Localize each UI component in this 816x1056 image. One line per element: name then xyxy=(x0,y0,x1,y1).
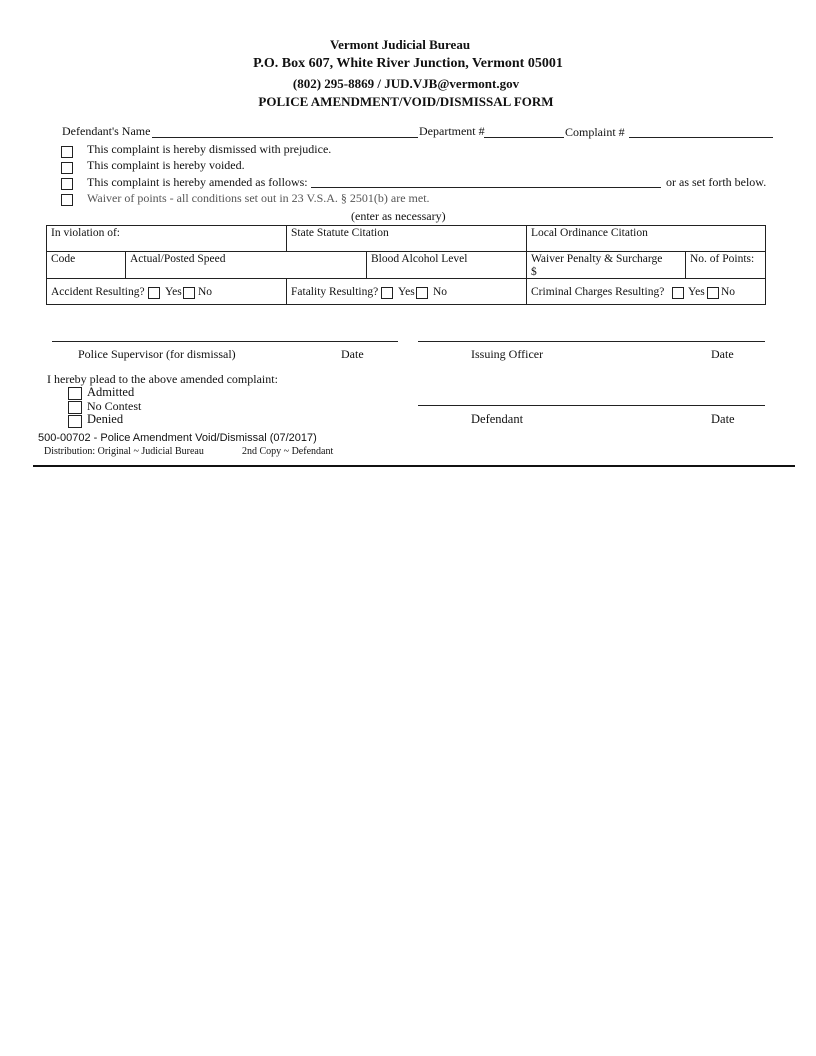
accident-label: Accident Resulting? xyxy=(51,286,145,298)
state-statute-cell[interactable] xyxy=(286,225,527,252)
plea-statement: I hereby plead to the above amended complaint: xyxy=(47,372,278,386)
voided-label: This complaint is hereby voided. xyxy=(87,158,245,172)
footer-rule xyxy=(33,465,795,467)
admitted-checkbox[interactable] xyxy=(68,387,82,400)
dismissed-checkbox[interactable] xyxy=(61,146,73,158)
waiver-points-checkbox[interactable] xyxy=(61,194,73,206)
code-cell[interactable] xyxy=(46,251,126,279)
fatality-cell xyxy=(286,278,527,305)
in-violation-label: In violation of: xyxy=(51,227,120,239)
supervisor-signature-line[interactable] xyxy=(52,341,398,342)
local-ordinance-cell[interactable] xyxy=(526,225,766,252)
blood-alcohol-cell[interactable] xyxy=(366,251,527,279)
amended-suffix: or as set forth below. xyxy=(666,175,767,189)
fatality-yes-label: Yes xyxy=(398,286,415,298)
complaint-field[interactable] xyxy=(629,137,773,138)
accident-yes-label: Yes xyxy=(165,286,182,298)
amended-label: This complaint is hereby amended as follows: xyxy=(87,175,308,189)
agency-contact: (802) 295-8869 / JUD.VJB@vermont.gov xyxy=(292,76,520,91)
form-title: POLICE AMENDMENT/VOID/DISMISSAL FORM xyxy=(258,94,554,109)
accident-cell xyxy=(46,278,287,305)
accident-no-label: No xyxy=(198,286,213,298)
form-number: 500-00702 - Police Amendment Void/Dismissal (07/2017) xyxy=(38,432,317,444)
defendant-label: Defendant xyxy=(471,412,524,426)
posted-speed-label: Actual/Posted Speed xyxy=(130,253,226,265)
denied-label: Denied xyxy=(87,412,124,426)
supervisor-label: Police Supervisor (for dismissal) xyxy=(78,347,236,361)
accident-yes-checkbox[interactable] xyxy=(148,287,160,299)
defendant-name-label: Defendant's Name xyxy=(62,124,151,138)
criminal-cell xyxy=(526,278,766,305)
officer-date-label: Date xyxy=(711,347,734,361)
waiver-points-label: Waiver of points - all conditions set out in 23 V.S.A. § 2501(b) are met. xyxy=(87,191,430,205)
criminal-yes-checkbox[interactable] xyxy=(672,287,684,299)
fatality-no-checkbox[interactable] xyxy=(416,287,428,299)
local-ordinance-label: Local Ordinance Citation xyxy=(531,227,648,239)
dollar-sign: $ xyxy=(531,266,537,278)
criminal-no-label: No xyxy=(721,286,736,298)
state-statute-label: State Statute Citation xyxy=(291,227,389,239)
admitted-label: Admitted xyxy=(87,385,135,399)
fatality-label: Fatality Resulting? xyxy=(291,286,379,298)
fatality-yes-checkbox[interactable] xyxy=(381,287,393,299)
agency-address: P.O. Box 607, White River Junction, Vermont 05001 xyxy=(253,56,563,71)
amended-field[interactable] xyxy=(311,187,661,188)
department-label: Department # xyxy=(419,124,485,138)
in-violation-cell[interactable] xyxy=(46,225,287,252)
issuing-officer-label: Issuing Officer xyxy=(471,347,544,361)
distribution-second-copy: 2nd Copy ~ Defendant xyxy=(242,446,334,457)
points-cell[interactable] xyxy=(685,251,766,279)
department-field[interactable] xyxy=(484,137,564,138)
posted-speed-cell[interactable] xyxy=(125,251,367,279)
accident-no-checkbox[interactable] xyxy=(183,287,195,299)
criminal-yes-label: Yes xyxy=(688,286,705,298)
complaint-label: Complaint # xyxy=(565,125,625,139)
waiver-penalty-label: Waiver Penalty & Surcharge xyxy=(531,253,663,265)
defendant-date-label: Date xyxy=(711,412,735,426)
agency-name: Vermont Judicial Bureau xyxy=(329,37,471,52)
dismissed-label: This complaint is hereby dismissed with prejudice. xyxy=(87,142,332,156)
criminal-label: Criminal Charges Resulting? xyxy=(531,286,665,298)
criminal-no-checkbox[interactable] xyxy=(707,287,719,299)
distribution-original: Distribution: Original ~ Judicial Bureau xyxy=(44,446,204,457)
fatality-no-label: No xyxy=(433,286,448,298)
supervisor-date-label: Date xyxy=(341,347,364,361)
denied-checkbox[interactable] xyxy=(68,415,82,428)
table-note: (enter as necessary) xyxy=(351,209,446,223)
no-contest-label: No Contest xyxy=(87,399,142,413)
no-contest-checkbox[interactable] xyxy=(68,401,82,414)
defendant-name-field[interactable] xyxy=(152,137,418,138)
points-label: No. of Points: xyxy=(690,253,755,265)
defendant-signature-line[interactable] xyxy=(418,405,765,406)
waiver-penalty-cell[interactable] xyxy=(526,251,686,279)
code-label: Code xyxy=(51,253,76,265)
voided-checkbox[interactable] xyxy=(61,162,73,174)
blood-alcohol-label: Blood Alcohol Level xyxy=(371,253,468,265)
officer-signature-line[interactable] xyxy=(418,341,765,342)
amended-checkbox[interactable] xyxy=(61,178,73,190)
